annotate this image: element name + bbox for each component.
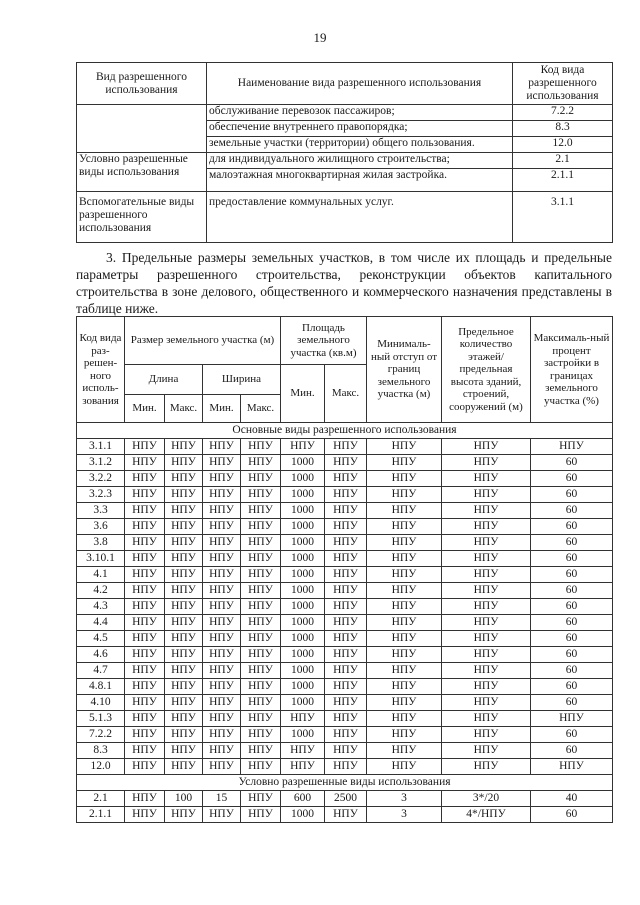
value-cell: НПУ — [442, 631, 531, 647]
value-cell: НПУ — [241, 471, 281, 487]
value-cell: НПУ — [203, 439, 241, 455]
value-cell: НПУ — [325, 679, 367, 695]
value-cell: НПУ — [367, 439, 442, 455]
value-cell: НПУ — [281, 439, 325, 455]
value-cell: НПУ — [203, 679, 241, 695]
value-cell: НПУ — [125, 647, 165, 663]
value-cell: 60 — [531, 727, 613, 743]
header-width-max: Макс. — [241, 395, 281, 423]
value-cell: НПУ — [442, 743, 531, 759]
value-cell: 1000 — [281, 487, 325, 503]
value-cell: 3 — [367, 807, 442, 823]
use-code-cell: 5.1.3 — [77, 711, 125, 727]
value-cell: 15 — [203, 791, 241, 807]
value-cell: НПУ — [125, 503, 165, 519]
value-cell: НПУ — [203, 743, 241, 759]
value-cell: 60 — [531, 487, 613, 503]
value-cell: НПУ — [165, 455, 203, 471]
value-cell: НПУ — [325, 615, 367, 631]
use-code-cell: 3.8 — [77, 535, 125, 551]
value-cell: НПУ — [367, 503, 442, 519]
value-cell: НПУ — [241, 583, 281, 599]
value-cell: НПУ — [325, 487, 367, 503]
table-row — [77, 153, 613, 169]
value-cell: НПУ — [203, 567, 241, 583]
value-cell: НПУ — [203, 551, 241, 567]
value-cell: НПУ — [367, 519, 442, 535]
value-cell: НПУ — [442, 583, 531, 599]
use-code-cell: 12.0 — [77, 759, 125, 775]
value-cell: НПУ — [203, 727, 241, 743]
value-cell: 60 — [531, 599, 613, 615]
use-code-cell: 4.1 — [77, 567, 125, 583]
table-row — [77, 583, 613, 599]
value-cell: НПУ — [367, 599, 442, 615]
value-cell: 60 — [531, 583, 613, 599]
value-cell: НПУ — [442, 759, 531, 775]
use-code-cell: 8.3 — [77, 743, 125, 759]
value-cell: НПУ — [442, 535, 531, 551]
value-cell: НПУ — [367, 695, 442, 711]
value-cell: НПУ — [241, 743, 281, 759]
value-cell: НПУ — [442, 599, 531, 615]
use-name: малоэтажная многоквартирная жилая застройка. — [207, 169, 513, 192]
value-cell: НПУ — [241, 679, 281, 695]
value-cell: 60 — [531, 567, 613, 583]
value-cell: 3 — [367, 791, 442, 807]
value-cell: НПУ — [442, 487, 531, 503]
value-cell: НПУ — [442, 695, 531, 711]
header-length: Длина — [125, 365, 203, 395]
value-cell: НПУ — [125, 711, 165, 727]
value-cell: НПУ — [442, 519, 531, 535]
value-cell: 1000 — [281, 663, 325, 679]
table-row — [77, 439, 613, 455]
use-name: предоставление коммунальных услуг. — [207, 192, 513, 243]
table-row — [77, 551, 613, 567]
value-cell: НПУ — [325, 631, 367, 647]
value-cell: НПУ — [241, 567, 281, 583]
section-title: Основные виды разрешенного использования — [77, 423, 613, 439]
use-code-cell: 4.7 — [77, 663, 125, 679]
table1-header-row — [77, 63, 613, 105]
header-area-min: Мин. — [281, 365, 325, 423]
table-row — [77, 503, 613, 519]
value-cell: НПУ — [367, 583, 442, 599]
value-cell: НПУ — [241, 663, 281, 679]
value-cell: НПУ — [442, 663, 531, 679]
value-cell: НПУ — [442, 551, 531, 567]
table-row — [77, 807, 613, 823]
value-cell: НПУ — [241, 519, 281, 535]
value-cell: НПУ — [165, 503, 203, 519]
value-cell: НПУ — [442, 503, 531, 519]
use-code-cell: 3.6 — [77, 519, 125, 535]
value-cell: НПУ — [442, 711, 531, 727]
header-code: Код вида раз-решен-ного исполь-зования — [77, 317, 125, 423]
value-cell: НПУ — [165, 663, 203, 679]
value-cell: НПУ — [165, 727, 203, 743]
value-cell: НПУ — [203, 759, 241, 775]
use-code-cell: 3.3 — [77, 503, 125, 519]
value-cell: 1000 — [281, 583, 325, 599]
value-cell: 60 — [531, 471, 613, 487]
use-code-cell: 3.2.3 — [77, 487, 125, 503]
value-cell: НПУ — [442, 727, 531, 743]
category-cell: Условно разрешенные виды использования — [77, 153, 207, 192]
value-cell: НПУ — [325, 711, 367, 727]
header-length-max: Макс. — [165, 395, 203, 423]
value-cell: НПУ — [367, 647, 442, 663]
header-use-code: Код вида разрешенного использования — [513, 63, 613, 105]
table-row — [77, 759, 613, 775]
value-cell: НПУ — [165, 439, 203, 455]
table-row — [77, 615, 613, 631]
value-cell: 3*/20 — [442, 791, 531, 807]
value-cell: НПУ — [165, 567, 203, 583]
value-cell: НПУ — [125, 679, 165, 695]
value-cell: 600 — [281, 791, 325, 807]
use-code: 12.0 — [513, 137, 613, 153]
value-cell: НПУ — [325, 519, 367, 535]
value-cell: 60 — [531, 535, 613, 551]
value-cell: НПУ — [531, 439, 613, 455]
table-row — [77, 727, 613, 743]
value-cell: НПУ — [367, 535, 442, 551]
value-cell: НПУ — [367, 471, 442, 487]
table-row — [77, 647, 613, 663]
value-cell: 1000 — [281, 471, 325, 487]
use-code: 2.1 — [513, 153, 613, 169]
value-cell: 1000 — [281, 727, 325, 743]
value-cell: НПУ — [325, 807, 367, 823]
header-area: Площадь земельного участка (кв.м) — [281, 317, 367, 365]
use-code-cell: 2.1.1 — [77, 807, 125, 823]
use-code-cell: 4.4 — [77, 615, 125, 631]
use-code: 7.2.2 — [513, 105, 613, 121]
value-cell: НПУ — [125, 471, 165, 487]
value-cell: НПУ — [203, 599, 241, 615]
value-cell: НПУ — [165, 743, 203, 759]
value-cell: НПУ — [125, 535, 165, 551]
table-row — [77, 192, 613, 243]
value-cell: НПУ — [203, 711, 241, 727]
table-row — [77, 567, 613, 583]
value-cell: НПУ — [325, 455, 367, 471]
value-cell: НПУ — [241, 807, 281, 823]
value-cell: НПУ — [165, 535, 203, 551]
value-cell: НПУ — [442, 439, 531, 455]
use-code-cell: 3.10.1 — [77, 551, 125, 567]
value-cell: НПУ — [241, 631, 281, 647]
value-cell: НПУ — [165, 519, 203, 535]
value-cell: НПУ — [125, 807, 165, 823]
use-code-cell: 4.10 — [77, 695, 125, 711]
value-cell: НПУ — [241, 615, 281, 631]
value-cell: 60 — [531, 631, 613, 647]
use-code-cell: 3.2.2 — [77, 471, 125, 487]
table-row — [77, 679, 613, 695]
value-cell: НПУ — [325, 583, 367, 599]
header-size: Размер земельного участка (м) — [125, 317, 281, 365]
value-cell: НПУ — [325, 599, 367, 615]
value-cell: НПУ — [281, 759, 325, 775]
value-cell: НПУ — [325, 695, 367, 711]
category-cell: Вспомогательные виды разрешенного использования — [77, 192, 207, 243]
header-floors: Предельное количество этажей/ предельная высота зданий, строений, сооружений (м) — [442, 317, 531, 423]
value-cell: НПУ — [325, 503, 367, 519]
value-cell: 2500 — [325, 791, 367, 807]
use-code: 2.1.1 — [513, 169, 613, 192]
value-cell: НПУ — [241, 551, 281, 567]
value-cell: 60 — [531, 551, 613, 567]
value-cell: НПУ — [367, 631, 442, 647]
section-title: Условно разрешенные виды использования — [77, 775, 613, 791]
value-cell: НПУ — [367, 487, 442, 503]
value-cell: НПУ — [203, 535, 241, 551]
page-number: 19 — [313, 30, 327, 45]
value-cell: НПУ — [165, 583, 203, 599]
value-cell: НПУ — [165, 807, 203, 823]
value-cell: НПУ — [442, 567, 531, 583]
table2-body — [77, 423, 613, 823]
value-cell: 1000 — [281, 551, 325, 567]
value-cell: НПУ — [203, 583, 241, 599]
value-cell: НПУ — [325, 727, 367, 743]
value-cell: НПУ — [125, 487, 165, 503]
value-cell: НПУ — [241, 455, 281, 471]
use-code-cell: 3.1.1 — [77, 439, 125, 455]
value-cell: НПУ — [281, 743, 325, 759]
header-length-min: Мин. — [125, 395, 165, 423]
value-cell: НПУ — [203, 695, 241, 711]
value-cell: НПУ — [125, 519, 165, 535]
value-cell: НПУ — [165, 759, 203, 775]
value-cell: НПУ — [125, 551, 165, 567]
table-row — [77, 631, 613, 647]
value-cell: НПУ — [325, 759, 367, 775]
value-cell: НПУ — [241, 791, 281, 807]
use-code: 3.1.1 — [513, 192, 613, 243]
permitted-use-table — [76, 62, 613, 243]
value-cell: НПУ — [125, 631, 165, 647]
value-cell: НПУ — [442, 455, 531, 471]
value-cell: НПУ — [203, 663, 241, 679]
value-cell: 1000 — [281, 679, 325, 695]
value-cell: НПУ — [367, 679, 442, 695]
use-code-cell: 4.3 — [77, 599, 125, 615]
value-cell: НПУ — [165, 487, 203, 503]
value-cell: НПУ — [367, 759, 442, 775]
header-use-type: Вид разрешенного использования — [77, 63, 207, 105]
value-cell: НПУ — [125, 663, 165, 679]
use-code: 8.3 — [513, 121, 613, 137]
value-cell: НПУ — [531, 759, 613, 775]
value-cell: НПУ — [241, 695, 281, 711]
value-cell: НПУ — [203, 631, 241, 647]
use-code-cell: 4.5 — [77, 631, 125, 647]
value-cell: НПУ — [165, 695, 203, 711]
value-cell: 1000 — [281, 599, 325, 615]
header-width-min: Мин. — [203, 395, 241, 423]
value-cell: НПУ — [367, 743, 442, 759]
value-cell: НПУ — [125, 759, 165, 775]
value-cell: 60 — [531, 455, 613, 471]
value-cell: 60 — [531, 615, 613, 631]
value-cell: НПУ — [241, 759, 281, 775]
value-cell: НПУ — [325, 567, 367, 583]
value-cell: НПУ — [125, 567, 165, 583]
value-cell: 1000 — [281, 519, 325, 535]
value-cell: НПУ — [325, 471, 367, 487]
table-row — [77, 535, 613, 551]
value-cell: НПУ — [325, 647, 367, 663]
value-cell: НПУ — [203, 647, 241, 663]
value-cell: 40 — [531, 791, 613, 807]
value-cell: НПУ — [165, 631, 203, 647]
value-cell: 1000 — [281, 615, 325, 631]
table-row — [77, 695, 613, 711]
value-cell: 1000 — [281, 535, 325, 551]
value-cell: НПУ — [241, 503, 281, 519]
section-row — [77, 423, 613, 439]
category-cell — [77, 105, 207, 153]
value-cell: 4*/НПУ — [442, 807, 531, 823]
value-cell: НПУ — [367, 567, 442, 583]
use-code-cell: 3.1.2 — [77, 455, 125, 471]
value-cell: НПУ — [165, 711, 203, 727]
value-cell: НПУ — [165, 599, 203, 615]
table-row — [77, 599, 613, 615]
value-cell: НПУ — [367, 455, 442, 471]
value-cell: НПУ — [125, 727, 165, 743]
table-row — [77, 471, 613, 487]
header-setback: Минималь-ный отступ от границ земельного участка (м) — [367, 317, 442, 423]
value-cell: 1000 — [281, 455, 325, 471]
table-row — [77, 487, 613, 503]
value-cell: 60 — [531, 679, 613, 695]
table-row — [77, 711, 613, 727]
value-cell: НПУ — [241, 487, 281, 503]
use-code-cell: 2.1 — [77, 791, 125, 807]
value-cell: НПУ — [531, 711, 613, 727]
value-cell: НПУ — [203, 503, 241, 519]
value-cell: 1000 — [281, 567, 325, 583]
value-cell: НПУ — [125, 599, 165, 615]
value-cell: 1000 — [281, 695, 325, 711]
value-cell: НПУ — [203, 615, 241, 631]
value-cell: НПУ — [367, 551, 442, 567]
value-cell: НПУ — [281, 711, 325, 727]
value-cell: НПУ — [367, 615, 442, 631]
value-cell: НПУ — [241, 599, 281, 615]
table-row — [77, 519, 613, 535]
value-cell: НПУ — [125, 615, 165, 631]
value-cell: 60 — [531, 695, 613, 711]
value-cell: НПУ — [165, 551, 203, 567]
value-cell: НПУ — [125, 743, 165, 759]
value-cell: 1000 — [281, 631, 325, 647]
value-cell: НПУ — [241, 647, 281, 663]
value-cell: НПУ — [241, 727, 281, 743]
value-cell: НПУ — [203, 471, 241, 487]
value-cell: НПУ — [125, 455, 165, 471]
value-cell: 60 — [531, 647, 613, 663]
value-cell: НПУ — [442, 471, 531, 487]
value-cell: НПУ — [241, 711, 281, 727]
value-cell: 60 — [531, 807, 613, 823]
value-cell: НПУ — [203, 455, 241, 471]
value-cell: НПУ — [125, 791, 165, 807]
value-cell: НПУ — [125, 439, 165, 455]
value-cell: НПУ — [442, 647, 531, 663]
table-row — [77, 105, 613, 121]
value-cell: НПУ — [165, 471, 203, 487]
value-cell: НПУ — [203, 519, 241, 535]
value-cell: НПУ — [241, 439, 281, 455]
use-name: обеспечение внутреннего правопорядка; — [207, 121, 513, 137]
value-cell: 60 — [531, 519, 613, 535]
value-cell: НПУ — [125, 695, 165, 711]
use-code-cell: 7.2.2 — [77, 727, 125, 743]
value-cell: 1000 — [281, 647, 325, 663]
value-cell: НПУ — [325, 439, 367, 455]
value-cell: 60 — [531, 743, 613, 759]
value-cell: НПУ — [367, 663, 442, 679]
value-cell: НПУ — [241, 535, 281, 551]
use-code-cell: 4.6 — [77, 647, 125, 663]
section-row — [77, 775, 613, 791]
header-area-max: Макс. — [325, 365, 367, 423]
value-cell: НПУ — [203, 807, 241, 823]
value-cell: 1000 — [281, 807, 325, 823]
header-percent: Максималь-ный процент застройки в границах земельного участка (%) — [531, 317, 613, 423]
value-cell: НПУ — [442, 615, 531, 631]
value-cell: 1000 — [281, 503, 325, 519]
table-row — [77, 791, 613, 807]
value-cell: НПУ — [125, 583, 165, 599]
value-cell: НПУ — [165, 615, 203, 631]
value-cell: НПУ — [165, 647, 203, 663]
paragraph-3: 3. Предельные размеры земельных участков, в том числе их площадь и предельные параметры разрешенного строительства, реконструкции объектов капитального строительства в зоне делового, общественного и коммерческого назначения представлены в таблице ниже. — [76, 250, 612, 316]
value-cell: НПУ — [367, 711, 442, 727]
use-name: для индивидуального жилищного строительства; — [207, 153, 513, 169]
value-cell: НПУ — [367, 727, 442, 743]
use-code-cell: 4.8.1 — [77, 679, 125, 695]
header-width: Ширина — [203, 365, 281, 395]
value-cell: НПУ — [325, 743, 367, 759]
value-cell: 60 — [531, 503, 613, 519]
use-name: земельные участки (территории) общего пользования. — [207, 137, 513, 153]
value-cell: НПУ — [203, 487, 241, 503]
table-row — [77, 455, 613, 471]
use-code-cell: 4.2 — [77, 583, 125, 599]
use-name: обслуживание перевозок пассажиров; — [207, 105, 513, 121]
value-cell: 100 — [165, 791, 203, 807]
land-plot-parameters-table — [76, 316, 613, 823]
value-cell: НПУ — [325, 551, 367, 567]
value-cell: 60 — [531, 663, 613, 679]
value-cell: НПУ — [325, 663, 367, 679]
value-cell: НПУ — [442, 679, 531, 695]
value-cell: НПУ — [165, 679, 203, 695]
table-row — [77, 743, 613, 759]
value-cell: НПУ — [325, 535, 367, 551]
header-use-name: Наименование вида разрешенного использования — [207, 63, 513, 105]
table-row — [77, 663, 613, 679]
